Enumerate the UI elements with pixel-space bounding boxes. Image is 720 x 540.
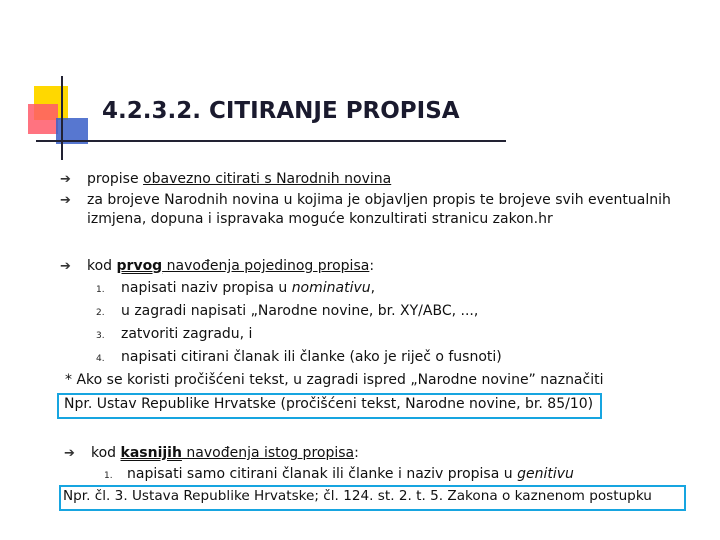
arrow-bullet-icon: ➔ (64, 446, 75, 461)
example-1-text: Npr. Ustav Republike Hrvatske (pročišćeni tekst, Narodne novine, br. 85/10) (64, 396, 594, 412)
note-text: * Ako se koristi pročišćeni tekst, u zagradi ispred „Narodne novine” naznačiti (65, 372, 604, 388)
arrow-bullet-icon: ➔ (60, 193, 71, 208)
list-number: 4. (96, 354, 105, 364)
bullet-1 (87, 170, 391, 189)
bullet-3-pre: kod (87, 258, 117, 274)
example-2-text: Npr. čl. 3. Ustava Republike Hrvatske; čl. 124. st. 2. t. 5. Zakona o kaznenom postupku (63, 488, 652, 504)
arrow-bullet-icon: ➔ (60, 259, 71, 274)
decor-vertical-line (61, 76, 63, 160)
bullet-2-line-1: za brojeve Narodnih novina u kojima je objavljen propis te brojeve svih eventualnih (87, 192, 671, 208)
arrow-bullet-icon: ➔ (60, 172, 71, 187)
bullet-1-link: obavezno citirati s Narodnih novina (143, 171, 392, 187)
list-item-3: zatvoriti zagradu, i (121, 326, 253, 342)
bullet-3-colon: : (369, 258, 375, 274)
bullet-4-pre: kod (91, 445, 121, 461)
bullet-4-item-1: napisati samo citirani članak ili članke i naziv propisa u genitivu (127, 466, 574, 482)
list-item-4: napisati citirani članak ili članke (ako je riječ o fusnoti) (121, 349, 502, 365)
decor-red-square (28, 104, 58, 134)
bullet-3-post: navođenja pojedinog propisa (162, 258, 370, 274)
list-number: 1. (96, 285, 105, 295)
decor-horizontal-line (36, 140, 506, 142)
list-item-1: napisati naziv propisa u nominativu, (121, 280, 376, 296)
bullet-3-bold: prvog (116, 258, 163, 274)
list-number: 1. (104, 471, 113, 481)
bullet-4-colon: : (354, 445, 359, 461)
bullet-3-heading (87, 257, 374, 276)
bullet-4-bold: kasnijih (120, 445, 182, 461)
list-item-2: u zagradi napisati „Narodne novine, br. XY/ABC, ..., (121, 303, 479, 319)
bullet-2-line-2: izmjena, dopuna i ispravaka moguće konzultirati stranicu zakon.hr (87, 211, 553, 227)
slide-title: 4.2.3.2. CITIRANJE PROPISA (102, 98, 460, 124)
bullet-4-post: navođenja istog propisa (181, 445, 355, 461)
bullet-4-heading (91, 444, 359, 463)
bullet-1-pre: propise (87, 171, 144, 187)
list-number: 2. (96, 308, 105, 318)
list-number: 3. (96, 331, 105, 341)
